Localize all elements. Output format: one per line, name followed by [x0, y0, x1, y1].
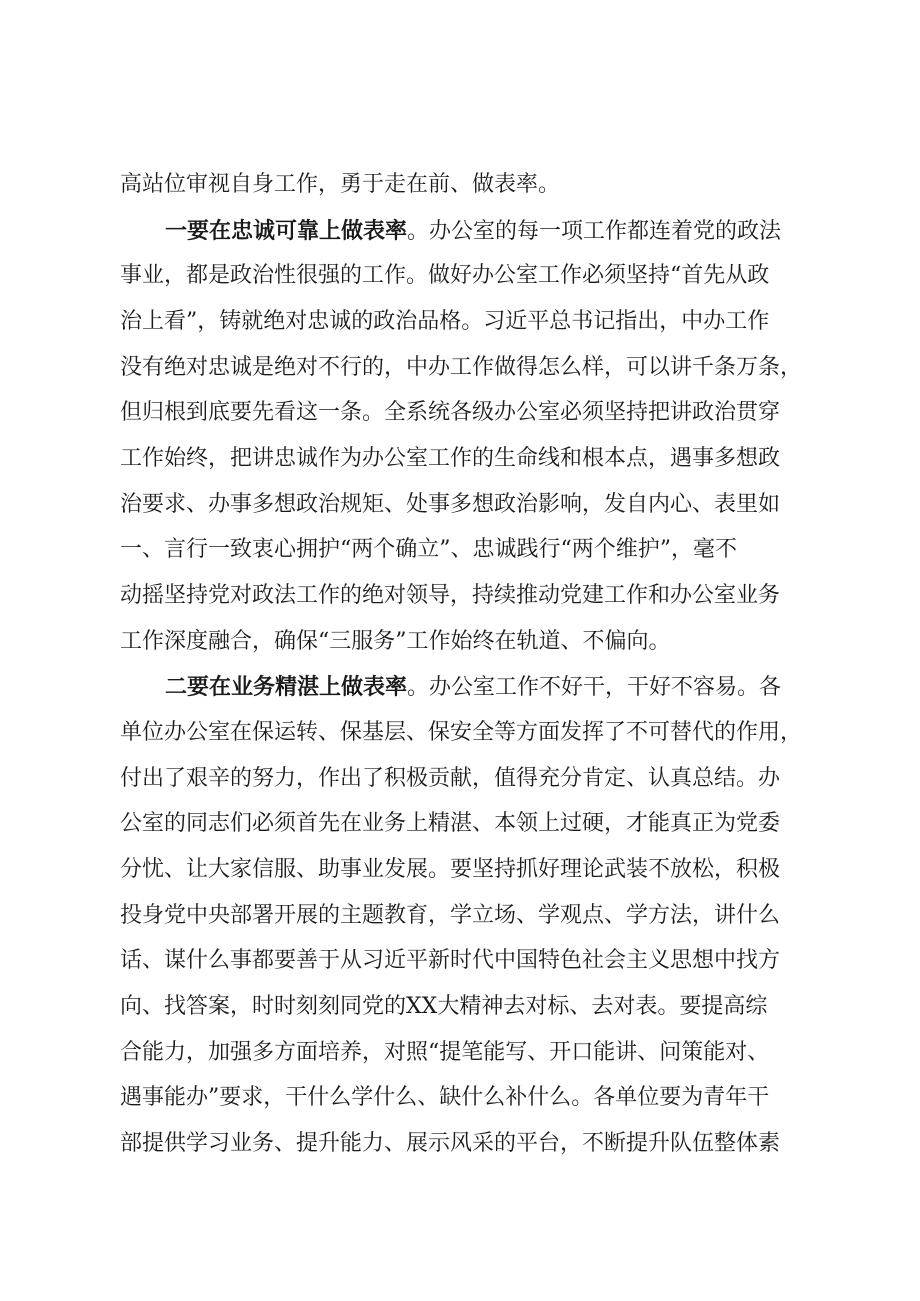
line-text: 部提供学习业务、提升能力、展示风采的平台，不断提升队伍整体素	[120, 1131, 781, 1156]
line-text: 公室的同志们必须首先在业务上精湛、本领上过硬，才能真正为党委	[120, 811, 781, 836]
line-text: 没有绝对忠诚是绝对不行的，中办工作做得怎么样，可以讲千条万条，	[120, 355, 803, 380]
section-heading-loyalty: 一要在忠诚可靠上做表率	[165, 218, 408, 244]
line-text: 工作深度融合，确保“三服务”工作始终在轨道、不偏向。	[120, 629, 671, 654]
line-text: 工作始终，把讲忠诚作为办公室工作的生命线和根本点，遇事多想政	[120, 446, 781, 471]
line-text: 单位办公室在保运转、保基层、保安全等方面发挥了不可替代的作用，	[120, 720, 803, 745]
line-text: 事业，都是政治性很强的工作。做好办公室工作必须坚持“首先从政	[120, 263, 770, 288]
section-heading-expertise: 二要在业务精湛上做表率	[165, 674, 408, 700]
line-text: 但归根到底要先看这一条。全系统各级办公室必须坚持把讲政治贯穿	[120, 400, 781, 425]
line-text: 话、谋什么事都要善于从习近平新时代中国特色社会主义思想中找方	[120, 948, 781, 973]
line-text: 治上看”，铸就绝对忠诚的政治品格。习近平总书记指出，中办工作	[120, 309, 770, 334]
line-text: 遇事能办”要求，干什么学什么、缺什么补什么。各单位要为青年干	[120, 1085, 770, 1110]
line-text: 一、言行一致衷心拥护“两个确立”、忠诚践行“两个维护”，毫不	[120, 537, 737, 562]
line-text: 合能力，加强多方面培养，对照“提笔能写、开口能讲、问策能对、	[120, 1040, 770, 1065]
line-text: 动摇坚持党对政法工作的绝对领导，持续推动党建工作和办公室业务	[120, 583, 781, 608]
line-text: 治要求、办事多想政治规矩、处事多想政治影响，发自内心、表里如	[120, 492, 781, 517]
line-text	[165, 672, 781, 703]
line-text: 投身党中央部署开展的主题教育，学立场、学观点、学方法，讲什么	[120, 903, 781, 928]
line-text: 向、找答案，时时刻刻同党的XX大精神去对标、去对表。要提高综	[120, 994, 768, 1019]
line-text: 高站位审视自身工作，勇于走在前、做表率。	[120, 172, 561, 197]
line-text	[165, 216, 781, 247]
line-text-rest: 。办公室的每一项工作都连着党的政法	[407, 219, 782, 244]
line-text: 分忧、让大家信服、助事业发展。要坚持抓好理论武装不放松，积极	[120, 857, 781, 882]
line-text-rest: 。办公室工作不好干，干好不容易。各	[407, 675, 782, 700]
line-text: 付出了艰辛的努力，作出了积极贡献，值得充分肯定、认真总结。办	[120, 766, 781, 791]
